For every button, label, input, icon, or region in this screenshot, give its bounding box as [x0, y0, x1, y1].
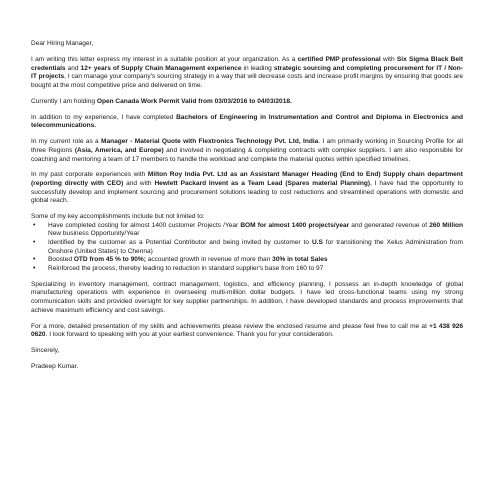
- list-item: [31, 222, 463, 239]
- text-run: , I can manage your company's sourcing strategy in a way that will decrease costs and increase profit margins by ensuring that goods are bought at the most competitive price and delivered on time.: [31, 73, 464, 89]
- text-run: and with: [123, 180, 155, 188]
- bullet-icon: •: [33, 264, 36, 272]
- accomplishments-list: [31, 222, 463, 274]
- signature-name: Pradeep Kumar.: [31, 363, 79, 371]
- text-run: and: [65, 64, 81, 72]
- bullet-icon: •: [33, 239, 36, 247]
- text-run: for transitioning the Xelus Administration from Onshore (United States) to Chenna): [48, 239, 463, 255]
- bold-text: (Asia, America, and Europe): [74, 146, 164, 154]
- accomplishments-intro: Some of my key accomplishments include but not limited to:: [31, 213, 205, 221]
- paragraph-work-permit: [31, 98, 463, 107]
- bold-text: BOM for almost 1400 projects/year: [240, 221, 350, 229]
- paragraph-contact: [31, 323, 463, 340]
- bold-text: Open Canada Work Permit Valid from 03/03/2016 to 04/03/2018.: [96, 97, 292, 105]
- text-run: I am writing this letter express my interest in a suitable position at your organization. As a: [31, 55, 298, 63]
- bullet-icon: •: [33, 221, 36, 229]
- bold-text: +1 438 926 0620: [31, 322, 463, 339]
- bold-text: Hewlett Packard Invent as a Team Lead (Spares material Planning): [154, 180, 371, 188]
- bold-text: certified PMP professional: [297, 55, 381, 63]
- text-run: . I look forward to speaking with you at your earliest convenience. Thank you for your consideration.: [45, 331, 334, 339]
- list-item-text: [48, 239, 463, 255]
- text-run: in leading: [241, 64, 274, 72]
- paragraph-past-experience: [31, 171, 463, 205]
- text-run: In addition to my experience, I have completed: [31, 113, 177, 121]
- text-run: accounted growth in revenue of more than: [145, 256, 273, 264]
- salutation: Dear Hiring Manager,: [31, 40, 94, 47]
- bold-text: 30% in total Sales: [272, 256, 328, 264]
- text-run: Reinforced the process, thereby leading to reduction in standard supplier's base from 160 to 97: [48, 264, 324, 272]
- bold-text: Manager - Material Quote with Flextronics Technology Pvt. Ltd, India: [101, 138, 319, 146]
- text-run: Have completed costing for almost 1400 customer Projects /Year: [48, 221, 241, 229]
- bold-text: Milton Roy India Pvt. Ltd as an Assistant Manager Heading (End to End) Supply chain department (reporting directly with CEO): [31, 171, 463, 188]
- text-run: Specializing in inventory management, contract management, logistics, and efficiency planning, I possess an in-depth knowledge of global manufacturing operations with experience in overseeing multi-million dollar budgets. I have led cross-functional teams using my strong communication skills and provided oversight for key supplier partnerships. In addition, I have developed standards and process improvements that achieve maximum efficiency and cost savings.: [31, 280, 463, 314]
- list-item-text: [48, 256, 327, 263]
- bold-text: Six Sigma Black Belt credentials: [31, 55, 464, 72]
- closing: Sincerely,: [31, 347, 60, 355]
- text-run: . I am primarily working in Sourcing Profile for all three Regions: [31, 138, 464, 154]
- bold-text: OTD from 45 % to 90%;: [73, 256, 146, 264]
- paragraph-education: [31, 114, 463, 131]
- bold-text: 260 Million: [429, 221, 464, 229]
- text-run: In my current role as a: [31, 138, 102, 146]
- text-run: Currently I am holding: [31, 97, 97, 105]
- list-item-text: [48, 265, 323, 272]
- text-run: Identified by the customer as a Potential Contributor and being invited by customer to: [48, 239, 312, 247]
- bullet-icon: •: [33, 256, 36, 264]
- paragraph-current-role: [31, 138, 463, 164]
- paragraph-introduction: [31, 56, 463, 90]
- list-item: [31, 265, 463, 274]
- text-run: , I have had the opportunity to successfully develop and implement sourcing and procurement solutions leading to cost reductions and streamlined operations with domestic and global reach.: [31, 180, 463, 205]
- text-run: In my past corporate experiences with: [31, 171, 148, 179]
- text-run: and generated revenue of: [349, 221, 430, 229]
- text-run: New business Opportunity/Year: [48, 230, 140, 238]
- text-run: For a more, detailed presentation of my skills and achievements please review the enclosed resume and please feel free to call me at: [31, 322, 430, 330]
- list-item: [31, 256, 463, 265]
- text-run: and involved in negotiating & completing contracts with complex suppliers. I am also responsible for coaching and mentoring a team of 17 members to handle the workload and complete the material quotes within specified timelines.: [31, 146, 463, 163]
- text-run: with: [380, 55, 397, 63]
- list-item-text: [48, 222, 463, 238]
- paragraph-specialization: [31, 281, 463, 315]
- bold-text: 12+ years of Supply Chain Management experience: [80, 64, 242, 72]
- bold-text: U.S: [311, 239, 323, 247]
- bold-text: Bachelors of Engineering in Instrumentation and Control and Diploma in Electronics and telecommunications.: [31, 113, 463, 130]
- list-item: [31, 239, 463, 256]
- cover-letter: [31, 40, 463, 379]
- bold-text: strategic sourcing and completing procurement for IT / Non-IT projects: [31, 64, 463, 81]
- text-run: Boosted: [48, 256, 74, 264]
